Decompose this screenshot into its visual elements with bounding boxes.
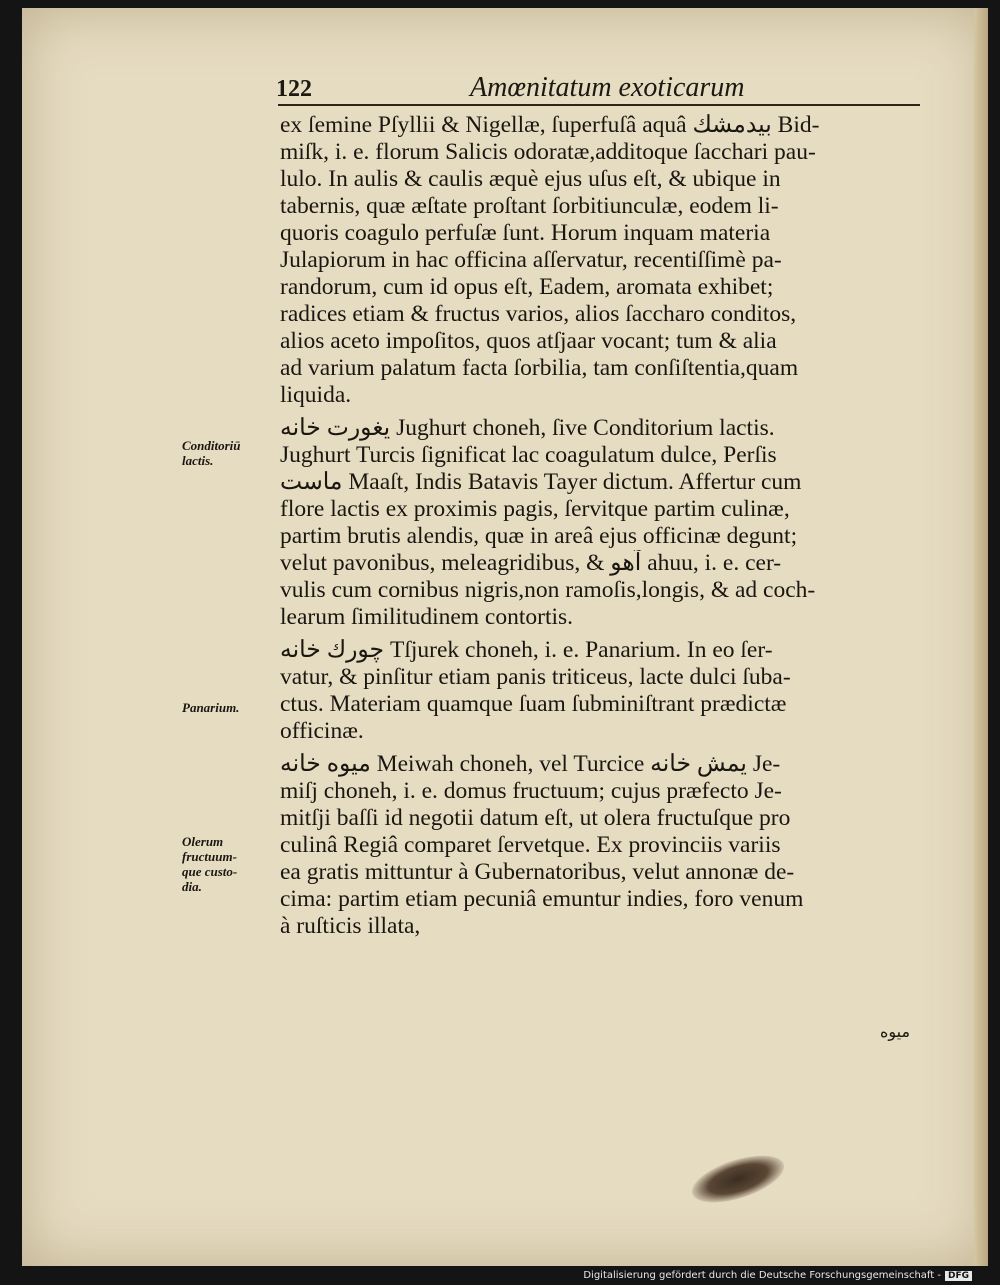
text-line: randorum, cum id opus eſt, Eadem, aromata exhibet; [280, 274, 774, 300]
text-line: Jughurt Turcis ſignificat lac coagulatum dulce, Perſis [280, 442, 777, 468]
text-line: alios aceto impoſitos, quos atſjaar vocant; tum & alia [280, 328, 777, 354]
margin-note-conditorium [182, 438, 282, 468]
margin-note-line: fructuum- [182, 849, 237, 864]
text-line: miſk, i. e. florum Salicis odoratæ,additoque ſacchari pau- [280, 139, 816, 165]
text-line: ctus. Materiam quamque ſuam ſubminiſtrant prædictæ [280, 691, 787, 717]
text-line: vatur, & pinſitur etiam panis triticeus, lacte dulci ſuba- [280, 664, 791, 690]
catchword: ميوه [880, 1022, 911, 1041]
margin-note-line: dia. [182, 879, 202, 894]
running-title: Amœnitatum exoticarum [470, 72, 745, 103]
text-line: quoris coagulo perfuſæ ſunt. Horum inquam materia [280, 220, 771, 246]
text-line: culinâ Regiâ comparet ſervetque. Ex provinciis variis [280, 832, 781, 858]
digitization-credit [583, 1270, 972, 1281]
margin-note-line: Panarium. [182, 700, 240, 715]
text-line: cima: partim etiam pecuniâ emuntur indies, foro venum [280, 886, 804, 912]
text-line: tabernis, quæ æſtate proſtant ſorbitiunculæ, eodem li- [280, 193, 779, 219]
text-line: ex ſemine Pſyllii & Nigellæ, ſuperfuſâ aquâ بيدمشك Bid- [280, 112, 820, 138]
text-line: lulo. In aulis & caulis æquè ejus uſus eſt, & ubique in [280, 166, 781, 192]
margin-note-line: que custo- [182, 864, 238, 879]
text-line: miſj choneh, i. e. domus fructuum; cujus præfecto Je- [280, 778, 782, 804]
text-line: mitſji baſſi id negotii datum eſt, ut olera fructuſque pro [280, 805, 791, 831]
text-line: à ruſticis illata, [280, 913, 421, 939]
text-line: partim brutis alendis, quæ in areâ ejus officinæ degunt; [280, 523, 798, 549]
margin-note-line: lactis. [182, 453, 214, 468]
page-number: 122 [276, 76, 312, 102]
credit-text: Digitalisierung gefördert durch die Deutsche Forschungsgemeinschaft - [583, 1270, 941, 1281]
text-line: ea gratis mittuntur à Gubernatoribus, velut annonæ de- [280, 859, 795, 885]
margin-note-panarium [182, 700, 282, 715]
text-line: ميوه خانه Meiwah choneh, vel Turcice يمش خانه Je- [280, 751, 781, 777]
page-edge [974, 8, 988, 1266]
text-line: يغورت خانه Jughurt choneh, ſive Conditorium lactis. [280, 415, 775, 441]
text-line: officinæ. [280, 718, 364, 744]
text-line: velut pavonibus, meleagridibus, & آهو ahuu, i. e. cer- [280, 550, 782, 576]
text-line: liquida. [280, 382, 352, 408]
text-line: learum ſimilitudinem contortis. [280, 604, 574, 630]
text-line: vulis cum cornibus nigris,non ramoſis,longis, & ad coch- [280, 577, 816, 603]
text-line: flore lactis ex proximis pagis, ſervitque partim culinæ, [280, 496, 790, 522]
text-line: ad varium palatum facta ſorbilia, tam conſiſtentia,quam [280, 355, 799, 381]
margin-note-line: Conditoriū [182, 438, 241, 453]
text-line: چورك خانه Tſjurek choneh, i. e. Panarium. In eo ſer- [280, 637, 773, 663]
body-text [280, 112, 926, 940]
header-rule [278, 104, 920, 106]
text-line: ماست Maaſt, Indis Batavis Tayer dictum. Affertur cum [280, 469, 802, 495]
margin-note-line: Olerum [182, 834, 224, 849]
text-line: radices etiam & fructus varios, alios ſaccharo conditos, [280, 301, 797, 327]
text-line: Julapiorum in hac officina aſſervatur, recentiſſimè pa- [280, 247, 782, 273]
margin-note-olerum [182, 834, 282, 894]
dfg-logo: DFG [945, 1271, 972, 1281]
